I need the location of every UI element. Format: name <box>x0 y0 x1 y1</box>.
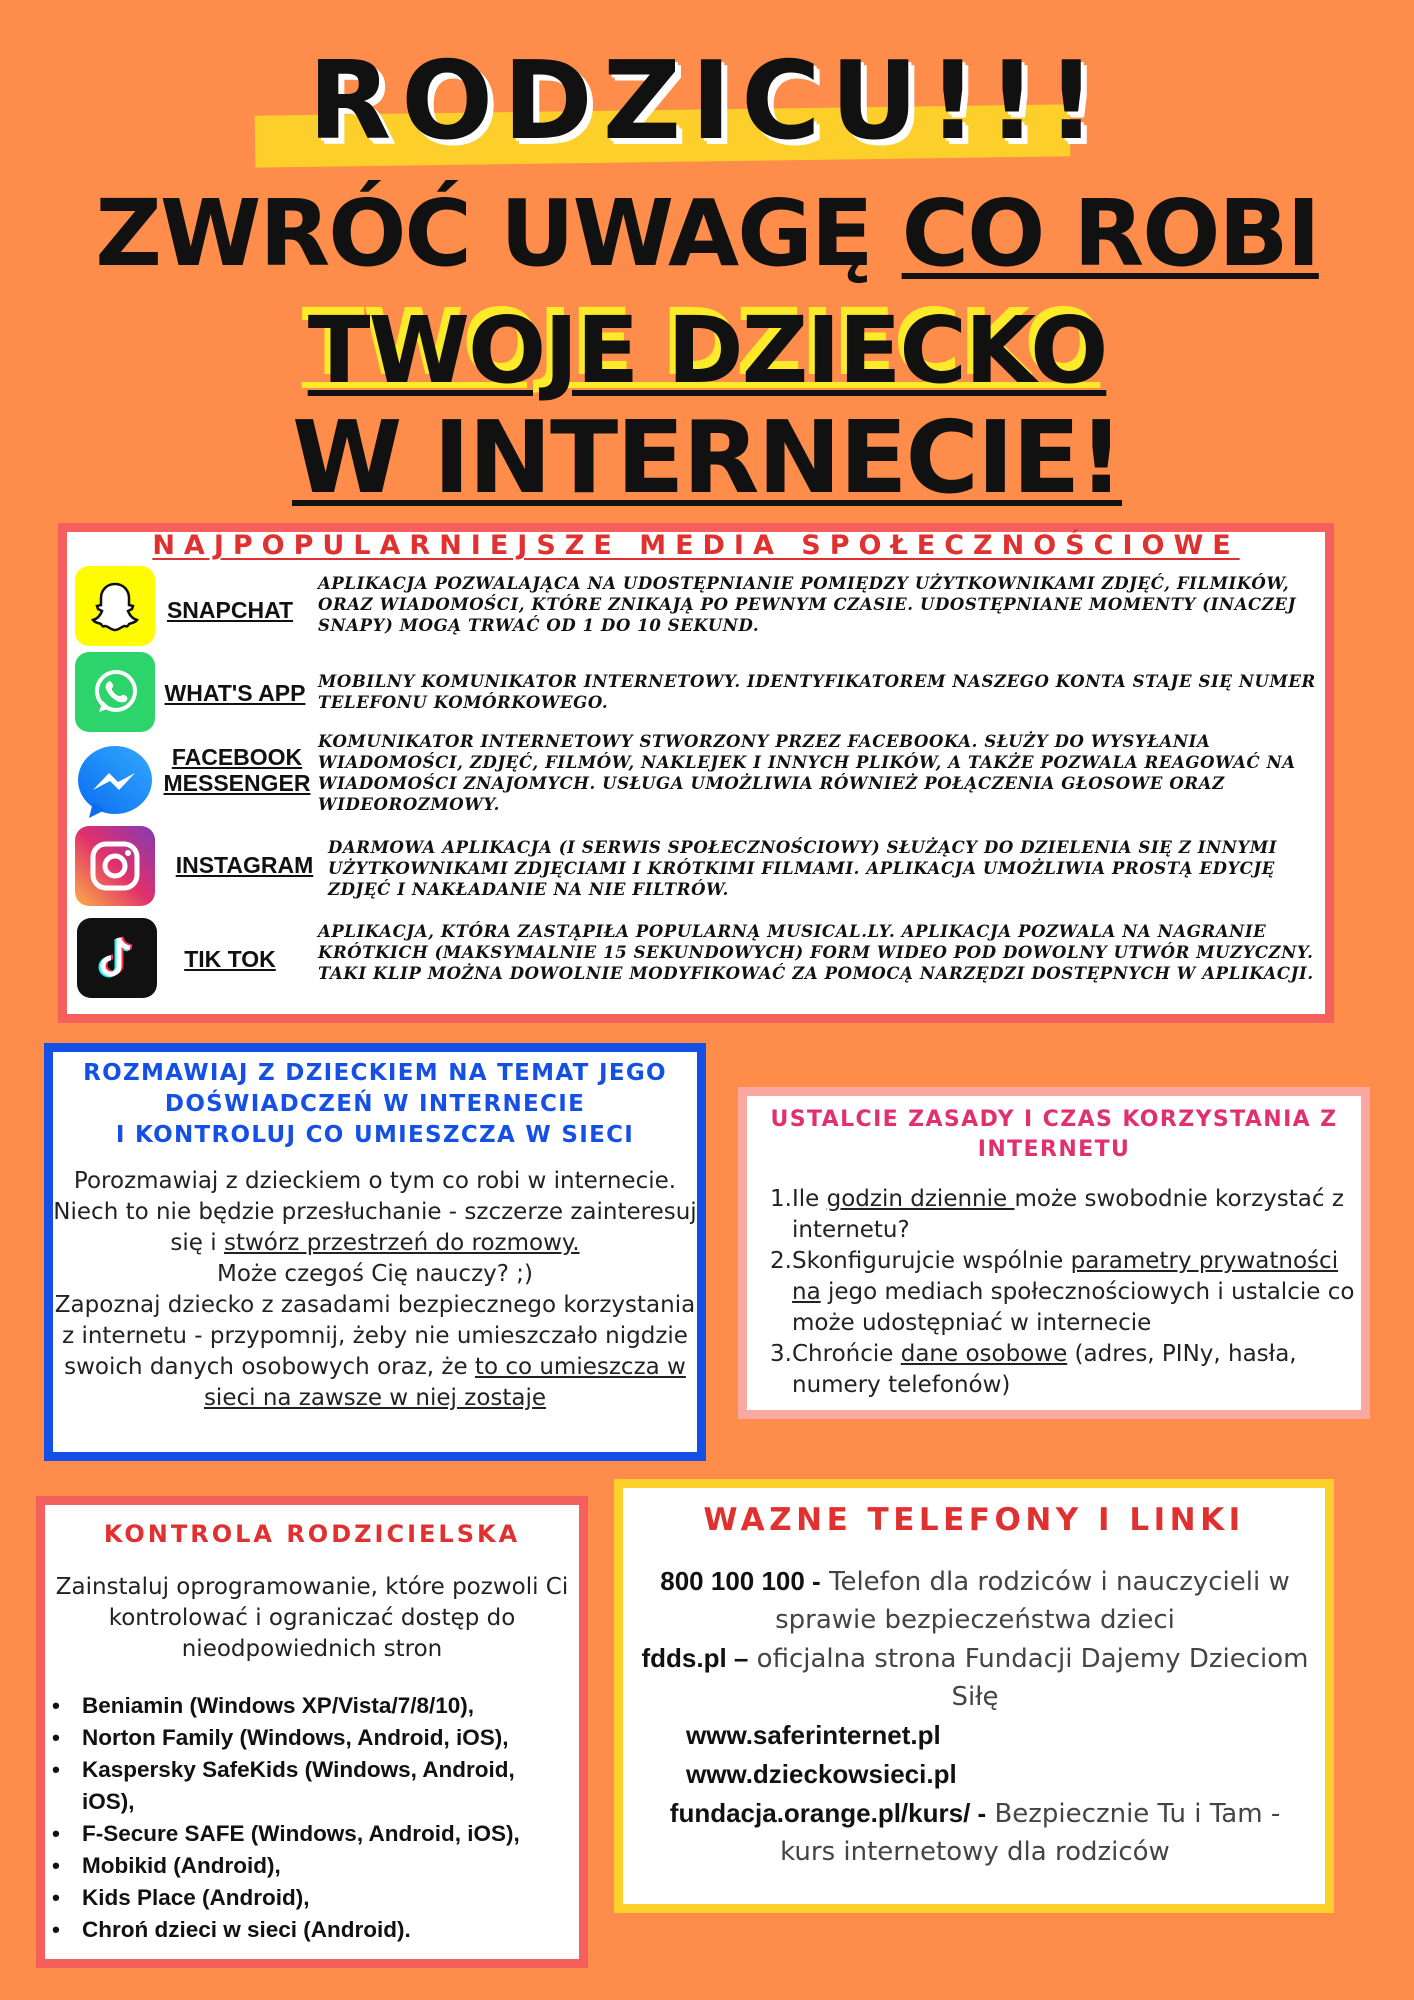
whatsapp-icon <box>75 652 155 732</box>
software-item: • Chroń dzieci w sieci (Android). <box>52 1917 411 1942</box>
app-desc-tiktok: APLIKACJA, KTÓRA ZASTĄPIŁA POPULARNĄ MUSICAL.LY. APLIKACJA POZWALA NA NAGRANIE KRÓTKICH (MAKSYMALNIE 15 SEKUNDOWYCH) FORM WIDEO POD DOWOLNY UTWÓR MUZYCZNY. TAKI KLIP MOŻNA DOWOLNIE MODYFIKOWAĆ ZA POMOCĄ NARZĘDZI DOSTĘPNYCH W APLIKACJI. <box>318 922 1314 983</box>
snapchat-icon <box>75 566 155 646</box>
app-name-messenger: FACEBOOK MESSENGER <box>163 744 311 797</box>
headline-line-2a: ZWRÓĆ UWAGĘ <box>95 180 872 287</box>
rule-item: 1. Ile godzin dziennie może swobodnie korzystać z internetu? <box>770 1186 1344 1243</box>
links-title: WAZNE TELEFONY I LINKI <box>703 1502 1245 1538</box>
software-item: • Kaspersky SafeKids (Windows, Android, iOS), <box>52 1757 515 1814</box>
social-media-title: NAJPOPULARNIEJSZE MEDIA SPOŁECZNOŚCIOWE <box>152 530 1240 561</box>
software-item: • Beniamin (Windows XP/Vista/7/8/10), <box>52 1693 474 1718</box>
parental-control-list <box>52 1690 572 1946</box>
talk-title: ROZMAWIAJ Z DZIECKIEM NA TEMAT JEGO DOŚWIADCZEŃ W INTERNECIE I KONTROLUJ CO UMIESZCZA W SIECI <box>83 1060 667 1148</box>
software-item: • Mobikid (Android), <box>52 1853 281 1878</box>
parental-control-intro: Zainstaluj oprogramowanie, które pozwoli Ci kontrolować i ograniczać dostęp do nieodpowiednich stron <box>55 1574 569 1662</box>
app-name-snapchat: SNAPCHAT <box>166 597 294 623</box>
app-desc-snapchat: APLIKACJA POZWALAJĄCA NA UDOSTĘPNIANIE POMIĘDZY UŻYTKOWNIKAMI ZDJĘĆ, FILMIKÓW, ORAZ WIADOMOŚCI, KTÓRE ZNIKAJĄ PO PEWNYM CZASIE. UDOSTĘPNIANE MOMENTY (INACZEJ SNAPY) MOGĄ TRWAĆ OD 1 DO 10 SEKUND. <box>318 574 1296 635</box>
helpline-entry: 800 100 100 - Telefon dla rodziców i nauczycieli w sprawie bezpieczeństwa dzieci <box>660 1566 1290 1635</box>
fdds-entry: fdds.pl – oficjalna strona Fundacji Dajemy Dzieciom Siłę <box>641 1643 1309 1712</box>
app-name-instagram: INSTAGRAM <box>175 852 314 878</box>
tiktok-icon <box>77 918 157 998</box>
talk-body: Porozmawiaj z dzieckiem o tym co robi w internecie. Niech to nie będzie przesłuchanie - szczerze zainteresuj się i stwórz przestrzeń do rozmowy. Może czegoś Cię nauczy? ;) Zapoznaj dziecko z zasadami bezpiecznego korzystania z internetu - przypomnij, żeby nie umieszczało nigdzie swoich danych osobowych oraz, że to co umieszcza w sieci na zawsze w niej zostaje <box>53 1168 697 1411</box>
software-item: • Kids Place (Android), <box>52 1885 310 1910</box>
messenger-icon <box>75 742 155 822</box>
rules-list <box>770 1184 1370 1401</box>
app-desc-messenger: KOMUNIKATOR INTERNETOWY STWORZONY PRZEZ FACEBOOKA. SŁUŻY DO WYSYŁANIA WIADOMOŚCI, ZDJĘĆ, FILMÓW, NAKLEJEK I INNYCH PLIKÓW, A TAKŻE POZWALA REAGOWAĆ NA WIADOMOŚCI ZNAJOMYCH. USŁUGA UMOŻLIWIA RÓWNIEŻ POŁĄCZENIA GŁOSOWE ORAZ WIDEOROZMOWY. <box>318 732 1296 814</box>
links-body <box>640 1562 1310 1871</box>
rules-title: USTALCIE ZASADY I CZAS KORZYSTANIA Z INTERNETU <box>770 1107 1338 1162</box>
rule-item: 3. Chrońcie dane osobowe (adres, PINy, hasła, numery telefonów) <box>770 1341 1297 1398</box>
headline-rodzicu: RODZICU!!! <box>308 39 1106 164</box>
headline-line-3: TWOJE DZIECKO <box>307 297 1107 404</box>
headline-line-4: W INTERNECIE! <box>291 399 1123 516</box>
app-name-whatsapp: WHAT'S APP <box>164 680 306 706</box>
link-orange-course[interactable]: fundacja.orange.pl/kurs/ - Bezpiecznie Tu i Tam - kurs internetowy dla rodziców <box>669 1798 1281 1867</box>
instagram-icon <box>75 826 155 906</box>
app-name-tiktok: TIK TOK <box>184 946 276 972</box>
headline-line-2b: CO ROBI <box>901 180 1319 287</box>
link-saferinternet[interactable]: www.saferinternet.pl <box>686 1720 941 1750</box>
app-desc-instagram: DARMOWA APLIKACJA (I SERWIS SPOŁECZNOŚCIOWY) SŁUŻĄCY DO DZIELENIA SIĘ Z INNYMI UŻYTKOWNIKAMI ZDJĘCIAMI I KRÓTKIMI FILMAMI. APLIKACJA UMOŻLIWIA PROSTĄ EDYCJĘ ZDJĘĆ I NAKŁADANIE NA NIE FILTRÓW. <box>328 838 1278 899</box>
headline-line-2 <box>0 180 1414 287</box>
software-item: • F-Secure SAFE (Windows, Android, iOS), <box>52 1821 520 1846</box>
rule-item: 2. Skonfigurujcie wspólnie parametry prywatności na jego mediach społecznościowych i ustalcie co może udostępniać w internecie <box>770 1248 1355 1336</box>
parental-control-title: KONTROLA RODZICIELSKA <box>103 1520 521 1548</box>
link-dzieckowsieci[interactable]: www.dzieckowsieci.pl <box>686 1759 957 1789</box>
software-item: • Norton Family (Windows, Android, iOS), <box>52 1725 509 1750</box>
app-desc-whatsapp: MOBILNY KOMUNIKATOR INTERNETOWY. IDENTYFIKATOREM NASZEGO KONTA STAJE SIĘ NUMER TELEFONU KOMÓRKOWEGO. <box>318 672 1316 712</box>
